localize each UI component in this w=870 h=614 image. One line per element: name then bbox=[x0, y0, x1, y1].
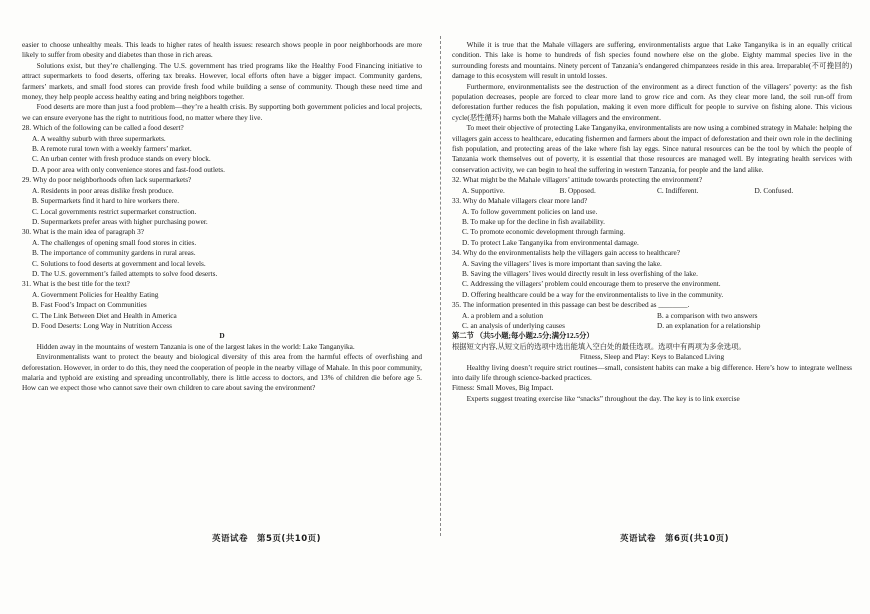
options-row bbox=[452, 321, 852, 331]
option: A. Saving the villagers’ lives is more important than saving the lake. bbox=[462, 258, 662, 268]
subheading: Fitness: Small Moves, Big Impact. bbox=[452, 383, 554, 393]
option: C. Local governments restrict supermarket construction. bbox=[32, 206, 197, 216]
paragraph: Furthermore, environmentalists see the destruction of the environment as a direct function of the villagers’ poverty: as the fish population decreases, people are forced to clear more land to grow rice and corn. As they clear more land, the soil run-off from deforestation further reduces the fish population, making it even more difficult for people to survive on fishing alone. This vicious cycle(恶性循环) harms both the Mahale villagers and the environment. bbox=[452, 81, 852, 122]
paragraph: While it is true that the Mahale villagers are suffering, environmentalists argue that Lake Tanganyika is in an equally critical condition. This lake is home to hundreds of fish species found nowhere else on the globe. Eighty mammal species live in the surrounding forests and mountains. Ninety percent of Tanzania’s endangered chimpanzees reside in this area. Irreparable(不可挽回的) damage to this ecosystem will result in untold losses. bbox=[452, 40, 852, 81]
question-30: 30. What is the main idea of paragraph 3? bbox=[22, 227, 145, 237]
section-heading: 第二节 （共5小题;每小题2.5分;满分12.5分） bbox=[452, 331, 594, 341]
option: C. An urban center with fresh produce stands on every block. bbox=[32, 154, 211, 164]
option: D. A poor area with only convenience stores and fast-food outlets. bbox=[32, 164, 225, 174]
question-35: 35. The information presented in this passage can best be described as ________. bbox=[452, 300, 690, 310]
option: B. Fast Food’s Impact on Communities bbox=[32, 300, 147, 310]
option: C. an analysis of underlying causes bbox=[462, 320, 565, 330]
section-instructions: 根据短文内容,从短文后的选项中选出能填入空白处的最佳选项。选项中有两项为多余选项。 bbox=[452, 341, 746, 351]
paragraph: Environmentalists want to protect the beauty and biological diversity of this area from the harmful effects of overfishing and deforestation. However, in order to do this, they need the cooperation of people in the nearby village of Mahale. In this poor community, malaria and typhoid are existing and spreading uncontrollably, there is little access to doctors, and 13% of children die before age 5. How can we expect those who cannot save their own children to care about saving the environment? bbox=[22, 352, 422, 393]
option: B. A remote rural town with a weekly farmers’ market. bbox=[32, 144, 192, 154]
option: B. Opposed. bbox=[559, 185, 596, 195]
option: D. Offering healthcare could be a way for the environmentalists to live in the community. bbox=[462, 289, 724, 299]
paragraph: Solutions exist, but they’re challenging. The U.S. government has tried programs like the Healthy Food Financing initiative to attract supermarkets to food deserts, offering tax breaks. However, local efforts often have a bigger impact. Community gardens, farmers’ markets, and small food stores can provide fresh food while building a sense of community. Though these need time and money, they help people access healthy eating and bring neighbors together. bbox=[22, 60, 422, 102]
option: C. Indifferent. bbox=[657, 185, 699, 195]
passage-title: Fitness, Sleep and Play: Keys to Balanced Living bbox=[579, 352, 725, 362]
left-column bbox=[22, 40, 422, 394]
question-31: 31. What is the best title for the text? bbox=[22, 279, 130, 289]
paragraph: Food deserts are more than just a food problem—they’re a health crisis. By supporting both government policies and local projects, we can ensure everyone has the right to nutritious food, no matter where they live. bbox=[22, 102, 422, 122]
option: A. To follow government policies on land use. bbox=[462, 206, 598, 216]
option: C. To promote economic development through farming. bbox=[462, 227, 626, 237]
column-divider bbox=[440, 36, 441, 536]
option: D. Food Deserts: Long Way in Nutrition Access bbox=[32, 320, 172, 330]
option: D. Confused. bbox=[754, 185, 794, 195]
paragraph: To meet their objective of protecting Lake Tanganyika, environmentalists are now using a combined strategy in Mahale: helping the villagers gain access to healthcare, educating fishermen and farmers about the impact of deforestation and their own role in the declining fish population, and protecting areas of the lake where fish lay eggs. Since natural resources can be the tool by which the people of Tanzania work themselves out of poverty, it is essential that those resources are managed well. By integrating health services with conservation activity, we can begin to heal the suffering in western Tanzania, for people and the land alike. bbox=[452, 123, 852, 174]
question-33: 33. Why do Mahale villagers clear more land? bbox=[452, 196, 588, 206]
page-footer-left: 英语试卷 第5页(共10页) bbox=[212, 534, 322, 544]
right-column bbox=[452, 40, 852, 404]
option: D. To protect Lake Tanganyika from environmental damage. bbox=[462, 237, 639, 247]
question-34: 34. Why do the environmentalists help the villagers gain access to healthcare? bbox=[452, 248, 681, 258]
option: D. an explanation for a relationship bbox=[657, 320, 761, 330]
option: B. Supermarkets find it hard to hire workers there. bbox=[32, 196, 180, 206]
option: B. Saving the villagers’ lives would directly result in less overfishing of the lake. bbox=[462, 268, 698, 278]
option: B. a comparison with two answers bbox=[657, 310, 758, 320]
paragraph: Experts suggest treating exercise like “snacks” throughout the day. The key is to link exercise bbox=[466, 393, 740, 403]
option: A. Supportive. bbox=[462, 185, 505, 195]
option: A. a problem and a solution bbox=[462, 310, 544, 320]
option: A. The challenges of opening small food stores in cities. bbox=[32, 237, 197, 247]
paragraph: easier to choose unhealthy meals. This leads to higher rates of health issues: research shows people in poor neighborhoods are more likely to suffer from obesity and diabetes than those in rich areas. bbox=[22, 40, 422, 60]
paragraph: Healthy living doesn’t require strict routines—small, consistent habits can make a big difference. Here’s how to integrate wellness into daily life through science-backed practices. bbox=[452, 362, 852, 382]
option: B. To make up for the decline in fish availability. bbox=[462, 216, 605, 226]
question-29: 29. Why do poor neighborhoods often lack supermarkets? bbox=[22, 175, 192, 185]
question-28: 28. Which of the following can be called a food desert? bbox=[22, 123, 184, 133]
option: A. Government Policies for Healthy Eating bbox=[32, 289, 159, 299]
option: B. The importance of community gardens in rural areas. bbox=[32, 248, 196, 258]
page-footer-right: 英语试卷 第6页(共10页) bbox=[620, 534, 730, 544]
option: A. Residents in poor areas dislike fresh produce. bbox=[32, 185, 174, 195]
option: C. Solutions to food deserts at government and local levels. bbox=[32, 258, 206, 268]
option: A. A wealthy suburb with three supermarkets. bbox=[32, 133, 166, 143]
section-letter: D bbox=[219, 331, 225, 341]
options-row bbox=[452, 311, 852, 321]
option: C. The Link Between Diet and Health in America bbox=[32, 310, 177, 320]
option: D. The U.S. government’s failed attempts to solve food deserts. bbox=[32, 268, 218, 278]
question-32: 32. What might be the Mahale villagers’ attitude towards protecting the environment? bbox=[452, 175, 703, 185]
paragraph: Hidden away in the mountains of western Tanzania is one of the largest lakes in the world: Lake Tanganyika. bbox=[36, 341, 355, 351]
options-row bbox=[452, 186, 852, 196]
option: D. Supermarkets prefer areas with higher purchasing power. bbox=[32, 216, 208, 226]
option: C. Addressing the villagers’ problem could encourage them to preserve the environment. bbox=[462, 279, 721, 289]
